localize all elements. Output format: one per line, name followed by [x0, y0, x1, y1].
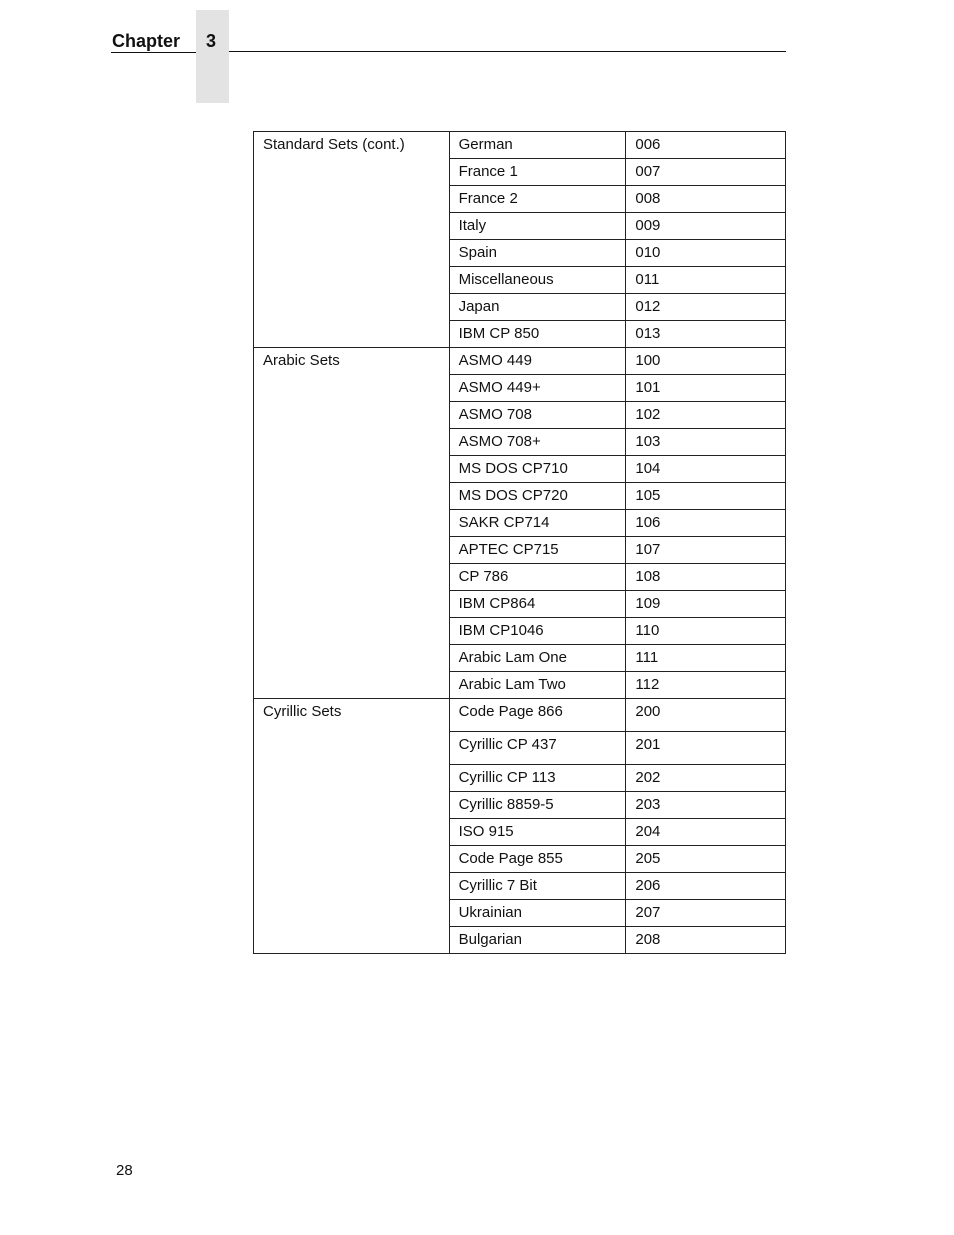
set-name-cell: ISO 915 — [449, 819, 626, 846]
set-code-cell: 112 — [626, 672, 786, 699]
set-name-cell: MS DOS CP720 — [449, 483, 626, 510]
set-code-cell: 101 — [626, 375, 786, 402]
table-row — [254, 699, 786, 732]
set-code-cell: 204 — [626, 819, 786, 846]
set-name-cell: Code Page 866 — [449, 699, 626, 732]
set-code-cell: 009 — [626, 213, 786, 240]
set-code-cell: 103 — [626, 429, 786, 456]
set-name-cell: Cyrillic 8859-5 — [449, 792, 626, 819]
set-code-cell: 104 — [626, 456, 786, 483]
set-name-cell: Cyrillic 7 Bit — [449, 873, 626, 900]
chapter-number: 3 — [206, 31, 217, 51]
set-name-cell: Arabic Lam One — [449, 645, 626, 672]
table-row — [254, 132, 786, 159]
set-code-cell: 011 — [626, 267, 786, 294]
set-name-cell: IBM CP864 — [449, 591, 626, 618]
set-code-cell: 206 — [626, 873, 786, 900]
set-name-cell: ASMO 708+ — [449, 429, 626, 456]
set-name-cell: Spain — [449, 240, 626, 267]
set-name-cell: Ukrainian — [449, 900, 626, 927]
set-name-cell: Japan — [449, 294, 626, 321]
set-code-cell: 205 — [626, 846, 786, 873]
set-name-cell: ASMO 708 — [449, 402, 626, 429]
set-name-cell: France 1 — [449, 159, 626, 186]
set-code-cell: 111 — [626, 645, 786, 672]
set-name-cell: CP 786 — [449, 564, 626, 591]
header-rule-right — [229, 51, 786, 52]
set-code-cell: 007 — [626, 159, 786, 186]
set-code-cell: 010 — [626, 240, 786, 267]
chapter-tab — [196, 10, 229, 103]
set-name-cell: Miscellaneous — [449, 267, 626, 294]
set-name-cell: ASMO 449 — [449, 348, 626, 375]
set-code-cell: 110 — [626, 618, 786, 645]
set-code-cell: 012 — [626, 294, 786, 321]
set-code-cell: 201 — [626, 732, 786, 765]
set-code-cell: 100 — [626, 348, 786, 375]
set-group-label: Arabic Sets — [254, 348, 450, 699]
set-code-cell: 108 — [626, 564, 786, 591]
set-name-cell: APTEC CP715 — [449, 537, 626, 564]
set-name-cell: Code Page 855 — [449, 846, 626, 873]
set-code-cell: 203 — [626, 792, 786, 819]
page-number: 28 — [116, 1162, 133, 1179]
set-name-cell: Cyrillic CP 113 — [449, 765, 626, 792]
set-name-cell: France 2 — [449, 186, 626, 213]
set-name-cell: Arabic Lam Two — [449, 672, 626, 699]
set-name-cell: SAKR CP714 — [449, 510, 626, 537]
set-code-cell: 207 — [626, 900, 786, 927]
set-name-cell: German — [449, 132, 626, 159]
set-name-cell: MS DOS CP710 — [449, 456, 626, 483]
set-code-cell: 208 — [626, 927, 786, 954]
set-code-cell: 106 — [626, 510, 786, 537]
set-code-cell: 105 — [626, 483, 786, 510]
set-code-cell: 109 — [626, 591, 786, 618]
set-code-cell: 202 — [626, 765, 786, 792]
set-code-cell: 200 — [626, 699, 786, 732]
set-code-cell: 102 — [626, 402, 786, 429]
header-rule-left — [111, 52, 196, 53]
set-name-cell: IBM CP 850 — [449, 321, 626, 348]
set-name-cell: Italy — [449, 213, 626, 240]
set-code-cell: 008 — [626, 186, 786, 213]
set-group-label: Cyrillic Sets — [254, 699, 450, 954]
set-name-cell: IBM CP1046 — [449, 618, 626, 645]
character-sets-table — [253, 131, 786, 954]
set-code-cell: 013 — [626, 321, 786, 348]
chapter-label: Chapter — [112, 31, 181, 51]
set-name-cell: Bulgarian — [449, 927, 626, 954]
set-code-cell: 107 — [626, 537, 786, 564]
table-row — [254, 348, 786, 375]
set-name-cell: Cyrillic CP 437 — [449, 732, 626, 765]
set-name-cell: ASMO 449+ — [449, 375, 626, 402]
set-code-cell: 006 — [626, 132, 786, 159]
set-group-label: Standard Sets (cont.) — [254, 132, 450, 348]
